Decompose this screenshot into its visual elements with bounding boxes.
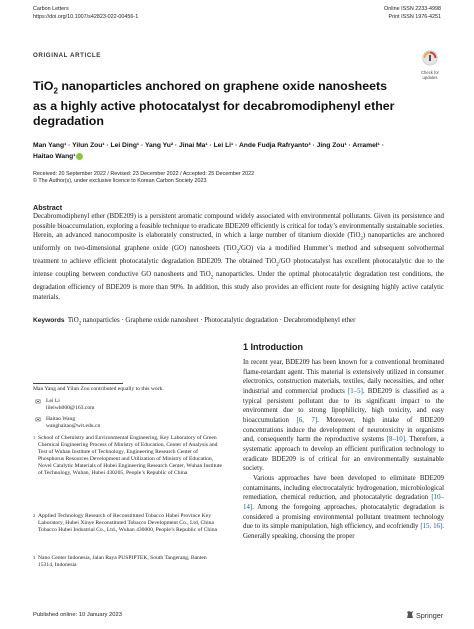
abstract-seg-1: Decabromodiphenyl ether (BDE209) is a persistent aromatic compound widely associated with environmental pollutants. Given its persistence and possible bioaccumulation, exploring a feasible technique to eradicate BDE209 efficiently is critical for today’s environmentally sustainable societies. Herein, an advanced nanocomposite is elaborately constructed, in which a large number of titanium dioxide (TiO [33, 213, 444, 240]
abstract-sub-3: 2 [276, 262, 279, 268]
affiliation-2: Applied Technology Research of Reconstituted Tobacco Hubei Province Key Laboratory, Hubei Xinye Reconstituted Tobacco Development Co., Ltd, China Tobacco Hubei Industrial Co., Ltd., Wuhan 430000, People’s Republic of China [38, 513, 218, 534]
author-list [33, 140, 443, 162]
contact-1-name: Lei Li [46, 398, 60, 404]
check-updates-label-2: updates [422, 74, 438, 80]
keywords [33, 316, 444, 328]
check-updates-label-1: Check for [421, 70, 439, 75]
issn-online: Online ISSN 2233-4998 [384, 6, 441, 12]
contact-1-email[interactable]: lileiwh000@163.com [46, 405, 95, 412]
aff-2-number: 2 [33, 513, 36, 518]
contact-2-name: Haitao Wang [46, 416, 76, 422]
journal-name: Carbon Letters [33, 6, 69, 12]
authors-line-1[interactable]: Man Yang¹ · Yilun Zou¹ · Lei Ding¹ · Yang Yu² · Jinai Ma¹ · Lei Li¹ · Ande Fudja Rafryanto³ · Jing Zou¹ · Arramel¹ · [33, 142, 384, 149]
citation-link[interactable]: [6, 7] [296, 416, 318, 424]
abstract-seg-4: /GO photocatalyst has excellent photocatalytic due to the intense coupling between conductive GO nanosheets and TiO [33, 258, 444, 279]
publisher-logo [406, 610, 443, 620]
intro-text: . Therefore, a systematic approach to develop an efficient purification technology to eradicate BDE209 is of critical for an environmentally sustainable society. [243, 436, 444, 473]
citation-link[interactable]: [10–14] [243, 494, 444, 511]
doi-link[interactable]: https://doi.org/10.1007/s42823-022-00456-1 [33, 14, 139, 20]
abstract-heading: Abstract [33, 203, 63, 212]
keywords-label: Keywords [33, 317, 65, 324]
intro-text: . Among the foregoing approaches, photocatalytic degradation is considered a promising environmental pollutant treatment technology due to its simple manipulation, high efficiency, and ecofriendly [243, 503, 444, 531]
introduction-body [243, 358, 444, 541]
title-subscript: 2 [53, 86, 58, 96]
affiliation-1: School of Chemistry and Environmental Engineering, Key Laboratory of Green Chemical Engineering Process of Ministry of Education, Center of Analysis and Test of Wuhan Institute of Technology, Engineering Research Center of Phosphorus Resources Development and Utilization of Ministry of Education, Novel Catalytic Materials of Hubei Engineering Research Center, Wuhan Institute of Technology, Wuhan, Hubei 430205, People’s Republic of China [38, 435, 222, 477]
abstract-seg-5: nanoparticles. Under the optimal photocatalytic degradation test conditions, the degradation efficiency of BDE209 is more than 90%. In addition, this study also provides an efficient route for designing highly active catalytic materials. [33, 271, 444, 302]
intro-text: . Moreover, high intake of BDE209 concentrations induce the development of neurotoxicity in organisms and, consequently harm the reproductive systems [243, 416, 444, 444]
mail-icon: ✉ [35, 416, 41, 424]
check-updates-icon [422, 50, 438, 66]
check-for-updates[interactable] [416, 50, 444, 81]
abstract-sub-1: 2 [360, 236, 363, 242]
orcid-icon[interactable] [76, 153, 83, 160]
contact-2 [46, 416, 236, 430]
aff-1-number: 1 [33, 435, 36, 440]
keyword-seg-1: TiO [67, 317, 79, 324]
footnote-rule [33, 383, 123, 384]
intro-text: Various approaches have been developed to eliminate BDE209 contaminants, including electrocatalytic hydrogenation, microbiological remediation, chemical reduction, and photocatalytic degradation [243, 474, 444, 502]
citation-link[interactable]: [8–10] [386, 436, 405, 444]
history-dates: Received: 20 September 2022 / Revised: 23 December 2022 / Accepted: 25 December 2022 [33, 171, 255, 177]
abstract-seg-3: /GO) via a modified Hummer’s method and subsequent solvothermal treatment to achieve efficient photocatalytic degradation BDE209. The obtained TiO [33, 245, 445, 266]
abstract-sub-4: 2 [210, 275, 214, 281]
keyword-sub: 2 [78, 321, 82, 327]
issn-print: Print ISSN 1976-4251 [388, 14, 441, 20]
intro-text: . Generally speaking, choosing the proper [243, 523, 445, 540]
intro-text: In recent year, BDE209 has been known for a conventional brominated flame-retardant agent. This material is extensively utilized in consumer electronics, construction materials, textiles, daily necessities, and other industrial and commercial products [243, 359, 444, 395]
publisher-name: Springer [416, 611, 444, 620]
affiliation-3: Nano Center Indonesia, Jalan Raya PUSPIPTEK, South Tangerang, Banten 15314, Indonesia [38, 555, 207, 569]
mail-icon: ✉ [35, 398, 41, 406]
article-title [33, 79, 403, 128]
abstract-text [33, 212, 444, 303]
abstract-seg-2: ) nanoparticles are anchored uniformly on two-dimensional graphene oxide (GO) nanosheets (TiO [33, 232, 444, 253]
keyword-seg-2: nanoparticles · Graphene oxide nanosheet · Photocatalytic degradation · Decabromodiphenyl ether [81, 317, 356, 324]
aff-3-number: 3 [33, 555, 36, 560]
citation-link[interactable]: [15, 16] [420, 523, 443, 531]
copyright: © The Author(s), under exclusive licence to Korean Carbon Society 2023 [33, 178, 207, 185]
title-part-1: TiO [33, 79, 54, 93]
authors-line-2[interactable]: Haitao Wang¹ [33, 153, 76, 160]
article-dates [33, 171, 433, 186]
published-date: Published online: 10 January 2023 [33, 612, 122, 618]
springer-horse-icon [406, 610, 414, 619]
equal-contribution-note: Man Yang and Yilun Zou contributed equally to this work. [33, 386, 164, 392]
intro-text: . BDE209 is classified as a typical persistent pollutant due to its significant impact to the environment due to strong lipophilicity, high toxicity, and easy bioaccumulation [243, 387, 445, 424]
contact-1 [46, 398, 236, 412]
intro-paragraph-1 [243, 358, 444, 474]
intro-paragraph-2 [243, 474, 444, 542]
citation-link[interactable]: [1–5] [347, 387, 363, 395]
abstract-sub-2: 2 [236, 249, 240, 255]
section-heading-introduction: 1 Introduction [243, 342, 303, 352]
contact-2-email[interactable]: wanghaitao@wit.edu.cn [46, 423, 101, 430]
title-part-2: nanoparticles anchored on graphene oxide nanosheets as a highly active photocatalyst for decabromodiphenyl ether degradation [33, 79, 395, 128]
article-type-badge: ORIGINAL ARTICLE [33, 52, 102, 59]
